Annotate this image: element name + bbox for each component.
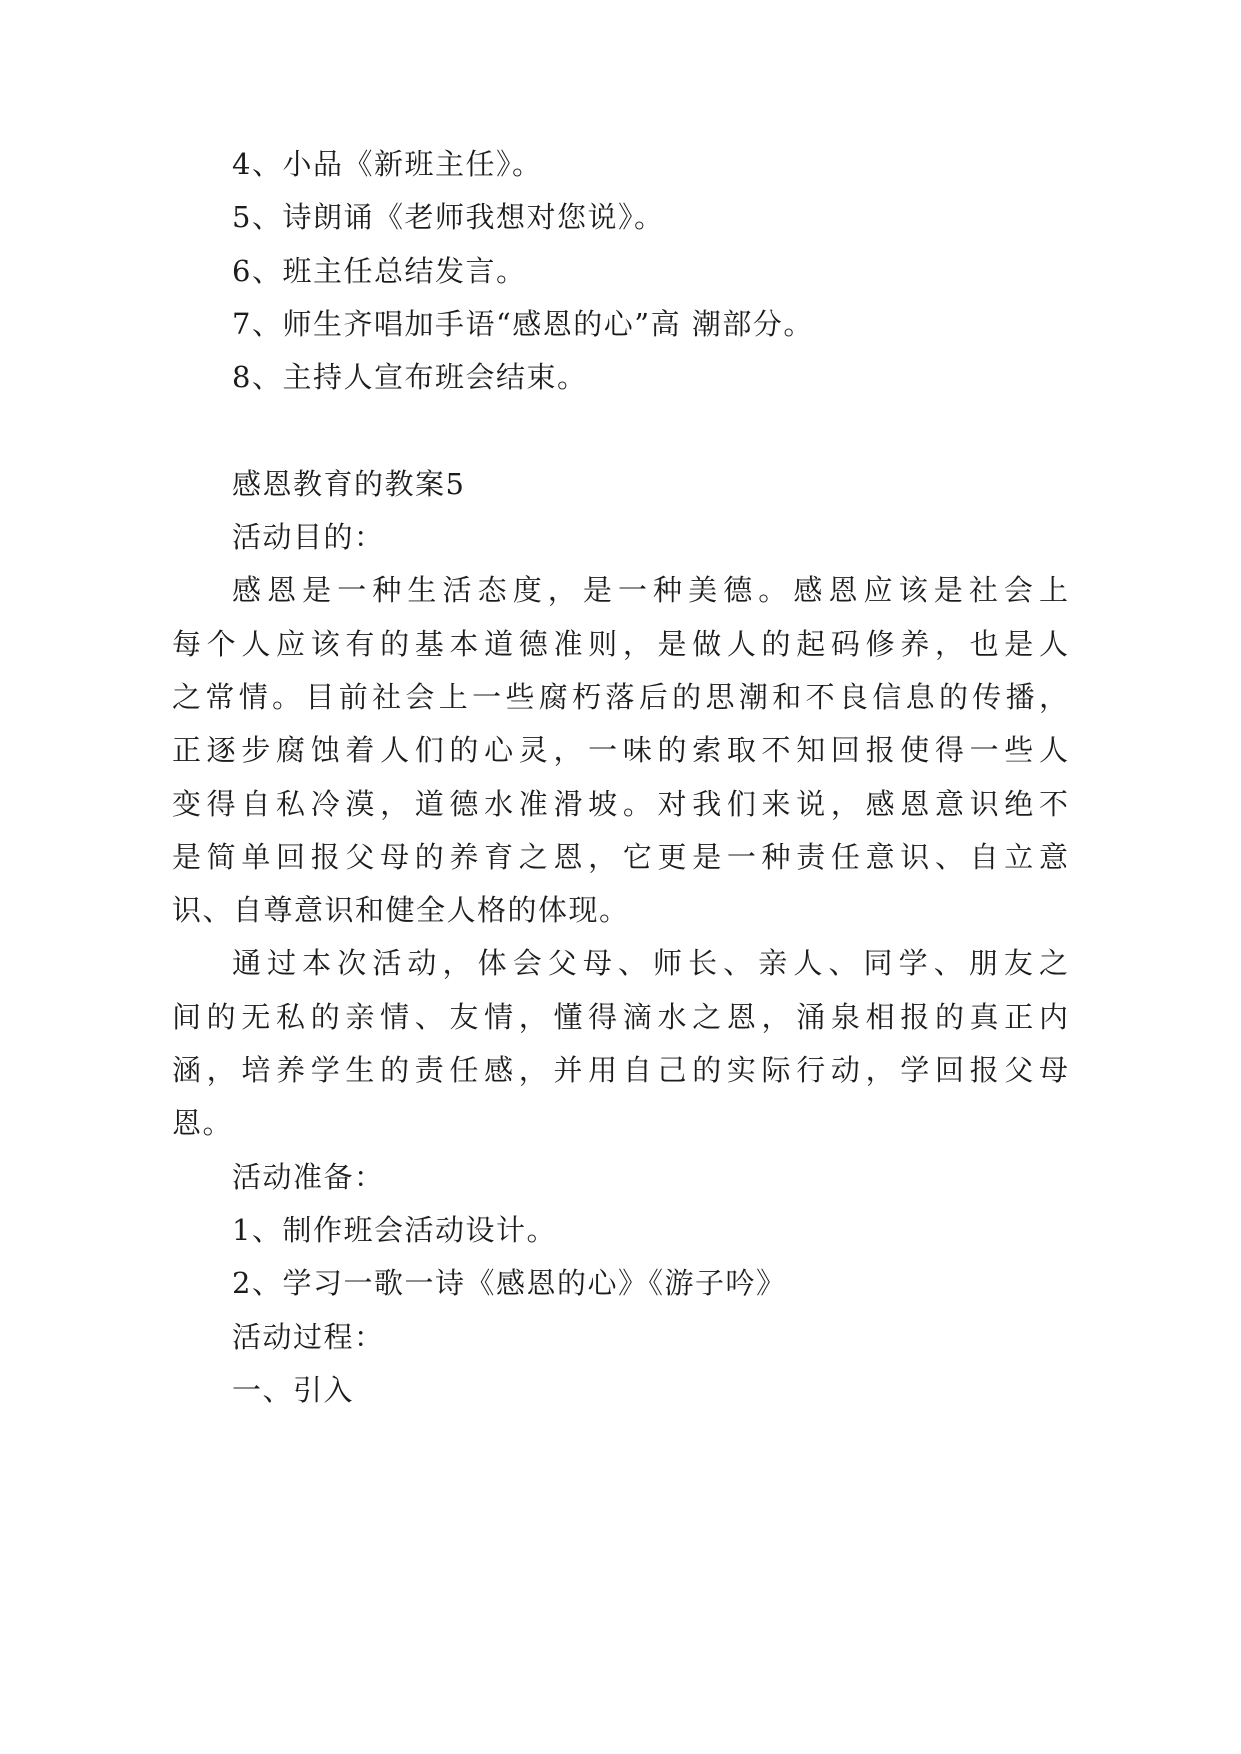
process-heading: 活动过程： xyxy=(232,1319,385,1354)
paragraph-line: 间的无私的亲情、友情，懂得滴水之恩，涌泉相报的真正内 xyxy=(172,999,1068,1034)
lesson-title: 感恩教育的教案5 xyxy=(232,466,466,501)
paragraph-line: 是简单回报父母的养育之恩，它更是一种责任意识、自立意 xyxy=(172,839,1068,874)
paragraph-line: 感恩是一种生活态度，是一种美德。感恩应该是社会上 xyxy=(232,573,1068,608)
paragraph-line: 通过本次活动，体会父母、师长、亲人、同学、朋友之 xyxy=(232,946,1068,981)
paragraph-line: 正逐步腐蚀着人们的心灵，一味的索取不知回报使得一些人 xyxy=(172,733,1068,768)
purpose-heading: 活动目的： xyxy=(232,520,385,555)
preparation-item-2: 2、学习一歌一诗《感恩的心》《游子吟》 xyxy=(232,1266,787,1301)
paragraph-line: 变得自私冷漠，道德水准滑坡。对我们来说，感恩意识绝不 xyxy=(172,786,1068,821)
paragraph-line: 之常情。目前社会上一些腐朽落后的思潮和不良信息的传播， xyxy=(172,679,1068,714)
paragraph-line: 识、自尊意识和健全人格的体现。 xyxy=(172,893,630,928)
paragraph-line: 每个人应该有的基本道德准则，是做人的起码修养，也是人 xyxy=(172,626,1068,661)
program-item-4: 4、小品《新班主任》。 xyxy=(232,147,543,181)
paragraph-line: 恩。 xyxy=(172,1106,234,1141)
program-item-7: 7、师生齐唱加手语“感恩的心”高 潮部分。 xyxy=(232,306,814,341)
program-item-6: 6、班主任总结发言。 xyxy=(232,253,527,288)
purpose-paragraph-1 xyxy=(0,564,1241,937)
program-item-5: 5、诗朗诵《老师我想对您说》。 xyxy=(232,200,665,235)
document-body xyxy=(0,138,1241,1417)
preparation-heading: 活动准备： xyxy=(232,1159,385,1194)
paragraph-line: 涵，培养学生的责任感，并用自己的实际行动，学回报父母 xyxy=(172,1053,1068,1088)
process-step-1: 一、引入 xyxy=(232,1372,355,1407)
program-item-8: 8、主持人宣布班会结束。 xyxy=(232,360,588,395)
preparation-item-1: 1、制作班会活动设计。 xyxy=(232,1212,557,1247)
blank-line xyxy=(0,404,1241,457)
purpose-paragraph-2 xyxy=(0,937,1241,1150)
